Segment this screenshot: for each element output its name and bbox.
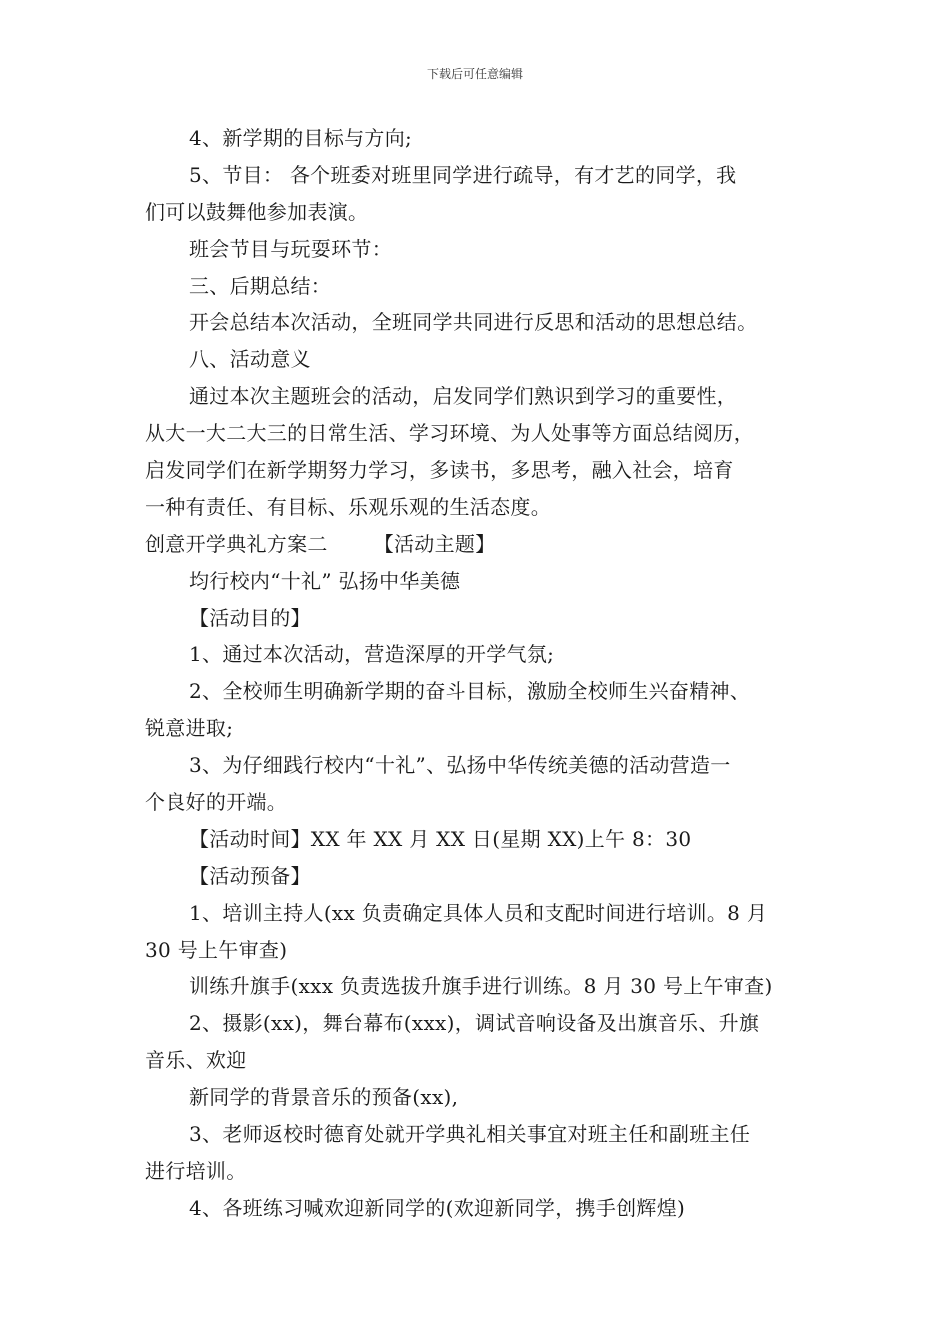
paragraph-line: 通过本次主题班会的活动，启发同学们熟识到学习的重要性， bbox=[189, 384, 738, 409]
paragraph-line: 个良好的开端。 bbox=[145, 790, 288, 815]
paragraph-line: 班会节目与玩耍环节： bbox=[189, 236, 392, 261]
paragraph-line: 锐意进取; bbox=[145, 716, 234, 741]
paragraph-line: 4、各班练习喊欢迎新同学的(欢迎新同学，携手创辉煌) bbox=[189, 1195, 686, 1220]
section-heading: 【活动预备】 bbox=[189, 863, 311, 888]
plan-title: 创意开学典礼方案二 bbox=[145, 531, 328, 556]
paragraph-line: 一种有责任、有目标、乐观乐观的生活态度。 bbox=[145, 494, 551, 519]
section-heading: 【活动目的】 bbox=[189, 605, 311, 630]
paragraph-line: 2、摄影(xx)，舞台幕布(xxx)，调试音响设备及出旗音乐、升旗 bbox=[189, 1011, 760, 1036]
paragraph-line: 2、全校师生明确新学期的奋斗目标，激励全校师生兴奋精神、 bbox=[189, 679, 751, 704]
paragraph-line: 1、通过本次活动，营造深厚的开学气氛; bbox=[189, 642, 555, 667]
paragraph-line: 训练升旗手(xxx 负责选拔升旗手进行训练。8 月 30 号上午审查) bbox=[189, 974, 773, 999]
paragraph-line: 30 号上午审查) bbox=[145, 937, 288, 962]
paragraph-line: 开会总结本次活动，全班同学共同进行反思和活动的思想总结。 bbox=[189, 310, 758, 335]
paragraph-line: 新同学的背景音乐的预备(xx), bbox=[189, 1085, 459, 1110]
paragraph-line: 【活动时间】XX 年 XX 月 XX 日(星期 XX)上午 8：30 bbox=[189, 826, 692, 851]
paragraph-line: 3、老师返校时德育处就开学典礼相关事宜对班主任和副班主任 bbox=[189, 1122, 751, 1147]
section-heading: 八、活动意义 bbox=[189, 347, 311, 372]
document-body bbox=[145, 120, 815, 1227]
paragraph-line: 启发同学们在新学期努力学习，多读书，多思考，融入社会，培育 bbox=[145, 458, 734, 483]
paragraph-line: 音乐、欢迎 bbox=[145, 1048, 247, 1073]
activity-theme-label: 【活动主题】 bbox=[373, 531, 496, 556]
plan-title-line bbox=[145, 526, 815, 563]
paragraph-line: 5、节目： 各个班委对班里同学进行疏导，有才艺的同学，我 bbox=[189, 162, 737, 187]
paragraph-line: 进行培训。 bbox=[145, 1158, 247, 1183]
paragraph-line: 三、后期总结： bbox=[189, 273, 332, 298]
paragraph-line: 从大一大二大三的日常生活、学习环境、为人处事等方面总结阅历， bbox=[145, 421, 754, 446]
paragraph-line: 1、培训主持人(xx 负责确定具体人员和支配时间进行培训。8 月 bbox=[189, 900, 768, 925]
page-header: 下载后可任意编辑 bbox=[426, 67, 523, 81]
paragraph-line: 们可以鼓舞他参加表演。 bbox=[145, 199, 369, 224]
paragraph-line: 4、新学期的目标与方向; bbox=[189, 126, 413, 150]
paragraph-line: 3、为仔细践行校内“十礼”、弘扬中华传统美德的活动营造一 bbox=[189, 753, 731, 778]
paragraph-line: 均行校内“十礼” 弘扬中华美德 bbox=[189, 568, 461, 593]
